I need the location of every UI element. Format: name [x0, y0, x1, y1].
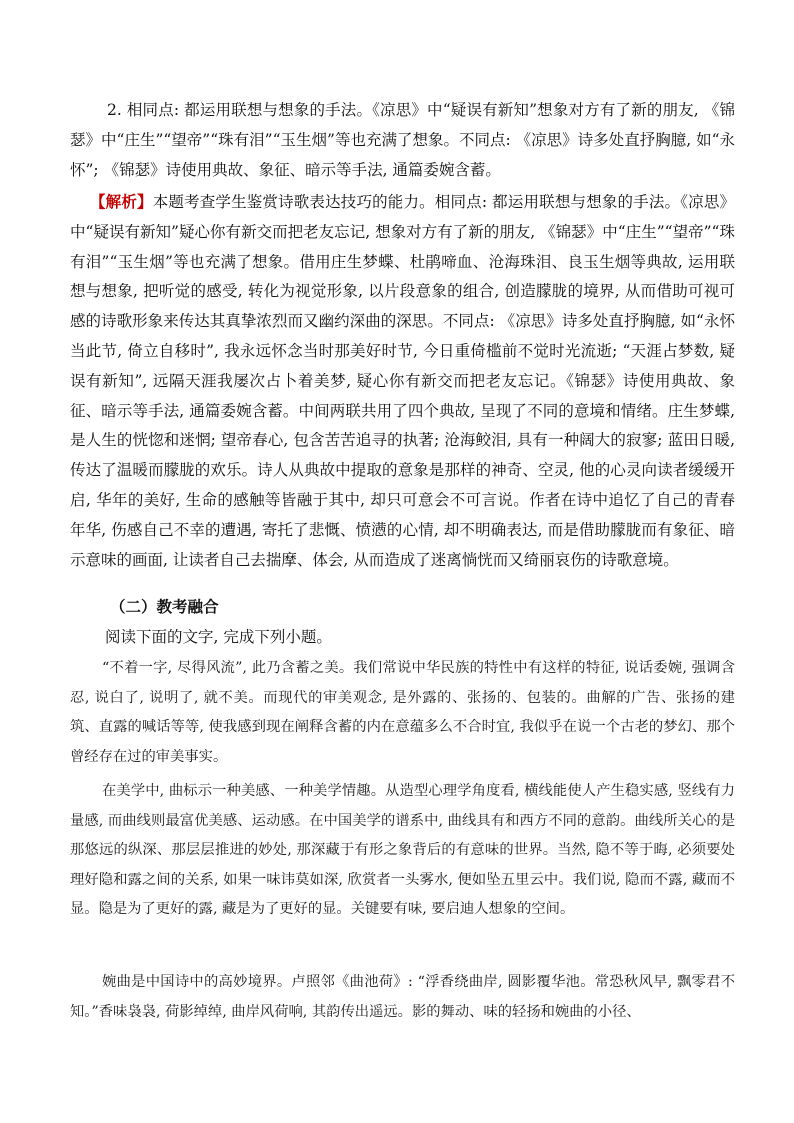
answer-paragraph: 2. 相同点: 都运用联想与想象的手法。《凉思》中“疑误有新知”想象对方有了新的朋友, 《锦瑟》中“庄生”“望帝”“珠有泪”“玉生烟”等也充满了想象。不同点: 《凉思》诗多处直抒胸臆, 如“永怀”; 《锦瑟》诗使用典故、象征、暗示等手法, 通篇委婉含蓄。 — [70, 101, 735, 179]
analysis-text: 本题考查学生鉴赏诗歌表达技巧的能力。相同点: 都运用联想与想象的手法。《凉思》中“疑误有新知”疑心你有新交而把老友忘记, 想象对方有了新的朋友, 《锦瑟》中“庄生”“望帝”“珠有泪”“玉生烟”等也充满了想象。借用庄生梦蝶、杜鹃啼血、沧海珠泪、良玉生烟等典故, 运用联想与想象, 把听觉的感受, 转化为视觉形象, 以片段意象的组合, 创造朦胧的境界, 从而借助可视可感的诗歌形象来传达其真挚浓烈而又幽约深曲的深思。不同点: 《凉思》诗多处直抒胸臆, 如“永怀当此节, 倚立自移时”, 我永远怀念当时那美好时节, 今日重倚槛前不觉时光流逝; “天涯占梦数, 疑误有新知”, 远隔天涯我屡次占卜着美梦, 疑心你有新交而把老友忘记。《锦瑟》诗使用典故、象征、暗示等手法, 通篇委婉含蓄。中间两联共用了四个典故, 呈现了不同的意境和情绪。庄生梦蝶, 是人生的恍惚和迷惘; 望帝春心, 包含苦苦追寻的执著; 沧海鲛泪, 具有一种阔大的寂寥; 蓝田日暖, 传达了温暖而朦胧的欢乐。诗人从典故中提取的意象是那样的神奇、空灵, 他的心灵向读者缓缓开启, 华年的美好, 生命的感触等皆融于其中, 却只可意会不可言说。作者在诗中追忆了自己的青春年华, 伤感自己不幸的遭遇, 寄托了悲慨、愤懑的心情, 却不明确表达, 而是借助朦胧而有象征、暗示意味的画面, 让读者自己去揣摩、体会, 从而造成了迷离惝恍而又绮丽哀伤的诗歌意境。 — [70, 193, 735, 569]
passage-paragraph-1: “不着一字, 尽得风流”, 此乃含蓄之美。我们常说中华民族的特性中有这样的特征, 说话委婉, 强调含忍, 说白了, 说明了, 就不美。而现代的审美观念, 是外露的、张扬的、包装的。曲解的广告、张扬的建筑、直露的喊话等等, 使我感到现在阐释含蓄的内在意蕴多么不合时宜, 我似乎在说一个古老的梦幻、那个曾经存在过的审美事实。 — [70, 660, 735, 765]
analysis-tag: 【解析】 — [90, 192, 153, 211]
instruction-text: 阅读下面的文字, 完成下列小题。 — [105, 628, 332, 646]
passage-paragraph-3: 婉曲是中国诗中的高妙境界。卢照邻《曲池荷》: “浮香绕曲岸, 圆影覆华池。常恐秋风早, 飘零君不知。”香味袅袅, 荷影绰绰, 曲岸风荷响, 其韵传出遥远。影的舞动、味的轻扬和婉曲的小径、 — [70, 974, 735, 1020]
analysis-paragraph — [70, 187, 735, 575]
passage-paragraph-2: 在美学中, 曲标示一种美感、一种美学情趣。从造型心理学角度看, 横线能使人产生稳实感, 竖线有力量感, 而曲线则最富优美感、运动感。在中国美学的谱系中, 曲线具有和西方不同的意韵。曲线所关心的是那悠远的纵深、那层层推进的妙处, 那深藏于有形之象背后的有意味的世界。当然, 隐不等于晦, 必须要处理好隐和露之间的关系, 如果一味讳莫如深, 欣赏者一头雾水, 便如坠五里云中。我们说, 隐而不露, 藏而不显。隐是为了更好的露, 藏是为了更好的显。关键要有味, 要启迪人想象的空间。 — [70, 783, 735, 917]
section-heading: （二）教考融合 — [110, 597, 219, 616]
